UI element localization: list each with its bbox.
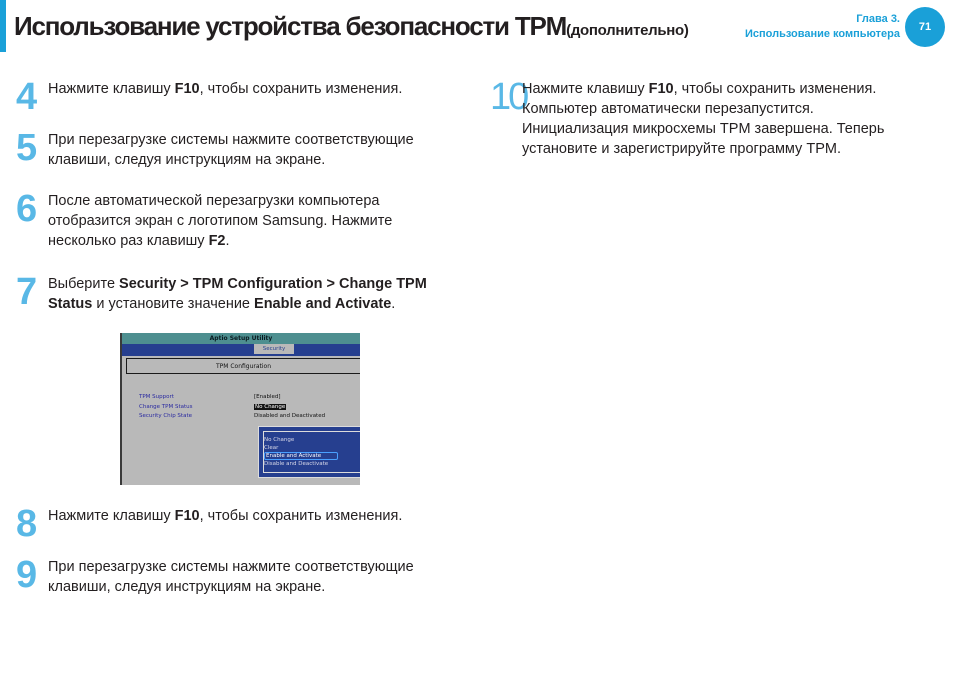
chapter-label: Глава 3. xyxy=(856,13,900,25)
step-number: 8 xyxy=(16,503,36,545)
step-text: Выберите Security > TPM Configuration > Change TPM Status и установите значение Enable and Activate. xyxy=(48,276,427,312)
bios-tab-security: Security xyxy=(254,344,294,354)
step-text: Нажмите клавишу F10, чтобы сохранить изменения. Компьютер автоматически перезапустится. Инициализация микросхемы TPM завершена. Теперь установите и зарегистрируйте программу TPM. xyxy=(522,81,885,157)
step-4 xyxy=(16,78,456,118)
step-text: Нажмите клавишу F10, чтобы сохранить изменения. xyxy=(48,508,403,524)
step-9 xyxy=(16,556,456,600)
step-number: 9 xyxy=(16,554,36,596)
step-6 xyxy=(16,190,456,254)
step-number: 7 xyxy=(16,271,36,313)
step-number: 10 xyxy=(490,76,527,118)
bios-row-label: TPM Support xyxy=(139,394,174,400)
step-text: Нажмите клавишу F10, чтобы сохранить изменения. xyxy=(48,81,403,97)
chapter-info xyxy=(745,12,900,42)
step-text: При перезагрузке системы нажмите соответствующие клавиши, следуя инструкциям на экране. xyxy=(48,559,414,595)
bios-panel-title: TPM Configuration xyxy=(126,358,360,374)
bios-option-selected: Enable and Activate xyxy=(264,452,338,460)
title-main: Использование устройства безопасности TPM xyxy=(14,11,567,41)
bios-row-value: [Enabled] xyxy=(254,394,281,400)
step-text: После автоматической перезагрузки компьютера отобразится экран с логотипом Samsung. Нажмите несколько раз клавишу F2. xyxy=(48,193,393,249)
bios-row-label: Security Chip State xyxy=(139,413,192,419)
bios-utility-title: Aptio Setup Utility xyxy=(122,333,360,344)
step-5 xyxy=(16,129,456,173)
bios-row-value: Disabled and Deactivated xyxy=(254,413,326,419)
bios-row-label: Change TPM Status xyxy=(139,404,193,410)
chapter-name: Использование компьютера xyxy=(744,28,900,40)
page-number-badge: 71 xyxy=(905,7,945,47)
step-text: При перезагрузке системы нажмите соответствующие клавиши, следуя инструкциям на экране. xyxy=(48,132,414,168)
bios-option: No Change xyxy=(264,437,295,443)
title-suffix: (дополнительно) xyxy=(566,22,689,39)
step-number: 4 xyxy=(16,76,36,118)
step-number: 5 xyxy=(16,127,36,169)
step-8 xyxy=(16,505,456,545)
page-title xyxy=(14,11,689,42)
bios-screenshot xyxy=(120,333,360,485)
step-10 xyxy=(490,78,930,162)
header-accent-bar xyxy=(0,0,6,52)
bios-option: Clear xyxy=(264,445,279,451)
bios-option: Disable and Deactivate xyxy=(264,461,329,467)
bios-options-popup xyxy=(258,426,360,478)
step-number: 6 xyxy=(16,188,36,230)
bios-row-value: No Change xyxy=(255,404,286,410)
step-7 xyxy=(16,273,456,317)
bios-nav-bar xyxy=(122,344,360,356)
